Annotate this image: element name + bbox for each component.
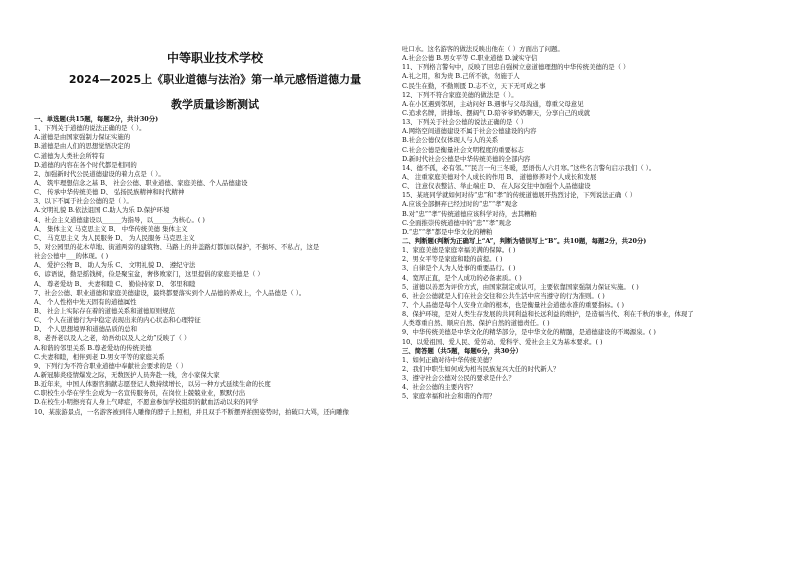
- question-line: D.新时代社会公德是中华传统美德的全部内容: [402, 154, 531, 163]
- question-line: C.夫妻和睦，相伴到老 D.男女平等的家庭关系: [34, 352, 165, 361]
- right-top-spacer: [402, 0, 774, 45]
- question-line: C.追求名牌，讲排场、摆阔气 D.陪爷爷奶奶聊天，分享自己的成就: [402, 108, 591, 117]
- question-line: D.道德的内容在各个时代都是相同的: [34, 160, 137, 169]
- question-line: 4、宽厚正直，是个人成功的必备素质。( ): [402, 273, 522, 282]
- question-line: C、 个人在道德行为中稳定表现出来的内心状态和心理特征: [34, 316, 201, 325]
- question-line: A.礼之用，和为贵 B.己所不欲，勿施于人: [402, 72, 520, 81]
- question-line: 人类尊重自然、顺应自然、保护自然的道德责任。( ): [402, 319, 550, 328]
- question-line: C.职校生小华在学生会成为一名宣传服务员，在岗位上兢兢业业，默默付出: [34, 389, 246, 398]
- question-line: 12、下列不符合家庭美德的做法是（ ）。: [402, 90, 518, 99]
- exam-subtitle: 教学质量诊断测试: [171, 98, 259, 111]
- question-line: A.道德是由国家强制力保证实施的: [34, 133, 131, 142]
- right-question-lines: [402, 45, 774, 401]
- question-line: A.应该全部摒弃已经过时的“忠”“孝”观念: [402, 200, 518, 209]
- question-line: C.全面推崇传统道德中的“忠”“孝”观念: [402, 218, 512, 227]
- question-line: 7、社会公德、职业道德和家庭美德建设，最终都要落实到个人品德的养成上，个人品德是（ ）。: [34, 288, 306, 297]
- question-line: A、 集体主义 马克思主义 B、 中华传统美德 集体主义: [34, 224, 188, 233]
- question-line: 社会公德中___的体现。( ): [34, 252, 109, 261]
- question-line: A.新冠肺炎疫情爆发之际，无数医护人员奔赴一线，舍小家保大家: [34, 370, 220, 379]
- question-line: 2、加强新时代公民道德建设的着力点是（ ）。: [34, 169, 165, 178]
- question-line: 1、如何正确对待中华传统美德？: [402, 355, 496, 364]
- question-line: C、 传承中华传统美德 D、 弘扬民族精神和时代精神: [34, 188, 185, 197]
- question-line: C.民生在勤，不勤则匮 D.志不立，天下无可成之事: [402, 81, 546, 90]
- question-line: A、 注重家庭美德对个人成长的作用 B、 道德修养对个人成长和发展: [402, 172, 597, 181]
- left-question-lines: [34, 115, 396, 417]
- question-line: B.近年来，中国人体器官捐献志愿登记人数持续增长，以另一种方式延续生命的长度: [34, 380, 271, 389]
- question-line: 7、个人品德是每个人安身立命的根本，也是衡量社会道德水准的重要指标。( ): [402, 300, 624, 309]
- question-line: 8、老吾老以及人之老，幼吾幼以及人之幼”反映了（ ）: [34, 334, 191, 343]
- question-line: 2、我们中职生如何成为相当民族复兴大任的时代新人？: [402, 364, 560, 373]
- left-column: [34, 0, 396, 417]
- question-line: 1、家庭美德是家庭幸福美满的保障。( ): [402, 246, 516, 255]
- question-line: 5、家庭幸福和社会和谐的作用？: [402, 392, 496, 401]
- question-line: 吐口水。这名游客的做法反映出他在（ ）方面出了问题。: [402, 45, 564, 53]
- question-line: A、 筑牢理想信念之基 B、 社会公德、职业道德、家庭美德、个人品德建设: [34, 178, 248, 187]
- exam-title: 2024—2025上《职业道德与法治》第一单元感悟道德力量: [68, 73, 362, 86]
- question-line: 15、某班同学就如何对待“忠”和“孝”的传统道德展开热烈讨论，下列说法正确（ ）: [402, 191, 637, 200]
- question-line: B.对“忠”“孝”传统道德应该科学对待，去其糟粕: [402, 209, 537, 218]
- question-line: 二、判断题(判断为正确写上“A”，判断为错误写上“B”。共10题，每题2分，共20分): [402, 236, 647, 245]
- question-line: A.社会公德 B.男女平等 C.职业道德 D.诚实守信: [402, 54, 538, 63]
- school-title: 中等职业技术学校: [166, 51, 263, 65]
- question-line: D、 个人思想境界和道德品质的总和: [34, 325, 138, 334]
- question-line: A.和谐的邻里关系 B.尊老爱幼的传统美德: [34, 343, 152, 352]
- question-line: 6、谚语说，勤是摇钱树，俭是聚宝盆，奢侈败家门，这里提倡的家庭美德是（ ）: [34, 270, 264, 279]
- question-line: B、 社会上实际存在着的道德关系和道德原则规范: [34, 306, 175, 315]
- question-line: 1、下列关于道德的说法正确的是（ ）。: [34, 124, 146, 133]
- question-line: A、 爱护公物 B、 助人为乐 C、 文明礼貌 D、 遵纪守法: [34, 261, 196, 270]
- question-line: 2、男女平等是家庭和睦的前提。( ): [402, 255, 503, 264]
- question-line: C、 注意仪表整洁、举止端庄 D、 在人际交往中加强个人品德建设: [402, 182, 591, 191]
- question-line: 4、社会主义道德建设以______为指导，以______为核心。( ): [34, 215, 205, 224]
- question-line: 5、对公园里的花木草地、街道两旁的建筑物、马路上的井盖路灯都加以保护，不损坏、不私占，这是: [34, 242, 320, 251]
- question-line: 8、保护环境，是对人类生存发展的共同利益和长远利益的维护，是造福当代、利在千秋的事业，体现了: [402, 310, 694, 319]
- question-line: C.道德为人类社会所特有: [34, 151, 105, 160]
- question-line: 3、遵守社会公德对公民的要求是什么？: [402, 374, 515, 383]
- question-line: A.网络空间道德建设不属于社会公德建设的内容: [402, 127, 537, 136]
- question-line: B.道德是由人们的思想觉悟决定的: [34, 142, 131, 151]
- question-line: 14、德不孤，必有邻。”“民言一句三冬暖，恶语伤人六月寒。”这些名言警句启示我们（ ）。: [402, 163, 656, 172]
- question-line: 10、以爱祖国、爱人民、爱劳动、爱科学、爱社会主义为基本要求。( ): [402, 337, 603, 346]
- question-line: C、 马克思主义 为人民服务 D、 为人民服务 马克思主义: [34, 233, 195, 242]
- question-line: A.文明礼貌 B.依法诅国 C.助人为乐 D.保护环境: [34, 206, 170, 215]
- right-column: [402, 0, 774, 401]
- question-line: 9、中华传统美德是中华文化的精华部分，是中华文化的精髓，是道德建设的不竭源泉。( ): [402, 328, 656, 337]
- question-line: 三、简答题（共5题，每题6分，共30分）: [402, 346, 523, 355]
- question-line: 5、道德以善恶为评价方式，由国家制定或认可，主要依靠国家强制力保证实施。 ( ): [402, 282, 639, 291]
- question-line: 3、以下不属于社会公德的是（ ）。: [34, 197, 133, 206]
- question-line: 4、社会公德的主要内容？: [402, 383, 477, 392]
- question-line: 6、社会公德就是人们在社会交往和公共生活中应当遵守的行为准则。( ): [402, 291, 605, 300]
- question-line: D.“忠”“孝”都是中华文化的糟粕: [402, 227, 493, 236]
- question-line: A、 尊老爱幼 B、 夫妻和睦 C、 勤俭持家 D、 邻里和睦: [34, 279, 196, 288]
- question-line: A、 个人性格中先天固有的道德属性: [34, 297, 137, 306]
- question-line: 13、下列关于社会公德的说法正确的是（ ）: [402, 118, 528, 127]
- question-line: 11、下列格言警句中，反映了回忠自强树立意道德理想的中华传统美德的是（ ）: [402, 63, 630, 72]
- question-line: 10、某旅游景点，一名游客被到伟人雕像的脖子上照相，并且双手不断摆弄拍照姿势时，拍破口大骂，还向雕像: [34, 407, 349, 416]
- question-line: C.社会公德是衡量社会文明程度的重要标志: [402, 145, 524, 154]
- question-line: A.在小区遇到邻居，主动问好 B.遇事与父母沟通，尊重父母意见: [402, 99, 584, 108]
- question-line: 9、下列行为不符合职业道德中奉献社会要求的是（ ）: [34, 361, 188, 370]
- question-line: B.社会公德仅仅体现人与人的关系: [402, 136, 499, 145]
- question-line: 3、自律是个人为人处事的重要品行。( ): [402, 264, 516, 273]
- question-line: D.在校生小明擦亮有人身上气哮症，不愿意参加学校组织的献血活动以来的同学: [34, 398, 259, 407]
- question-line: 一、单选题(共15题，每题2分，共计30分): [34, 115, 159, 123]
